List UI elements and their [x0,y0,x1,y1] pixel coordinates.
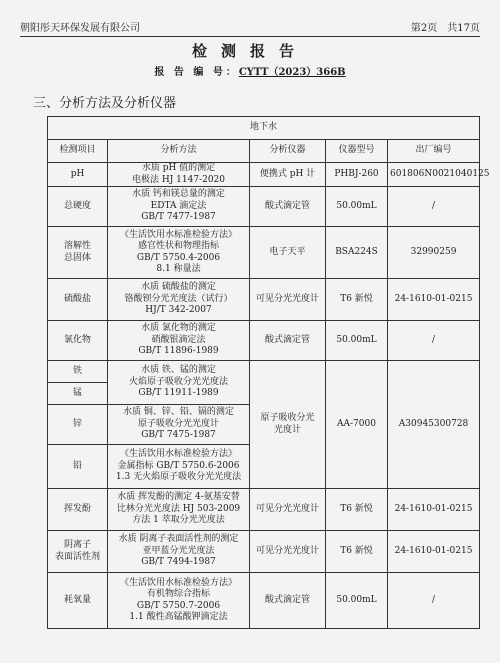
cell-model: T6 新悦 [326,531,388,573]
table-row [48,163,480,187]
company-name: 朝阳彤天环保发展有限公司 [20,23,140,34]
cell-serial: / [388,573,480,629]
cell-method: 水质 铜、锌、铅、镉的测定 原子吸收分光光度计 GB/T 7475-1987 [108,405,250,445]
table-row [48,489,480,531]
page-info: 第2页 共17页 [410,23,480,34]
header-item: 检测项目 [48,140,108,163]
cell-instrument: 便携式 pH 计 [250,163,326,187]
cell-method: 《生活饮用水标准检验方法》 有机物综合指标 GB/T 5750.7-2006 1.1 酸性高锰酸钾滴定法 [108,573,250,629]
cell-method: 水质 挥发酚的测定 4-氨基安替 比林分光光度法 HJ 503-2009 方法 1 萃取分光光度法 [108,489,250,531]
cell-instrument: 酸式滴定管 [250,573,326,629]
cell-item: 氯化物 [48,321,108,361]
cell-item: 铁 [48,361,108,383]
table-row [48,321,480,361]
cell-method: 水质 阴离子表面活性剂的测定 亚甲蓝分光光度法 GB/T 7494-1987 [108,531,250,573]
cell-instrument: 可见分光光度计 [250,489,326,531]
header-serial: 出厂编号 [388,140,480,163]
cell-method: 《生活饮用水标准检验方法》 感官性状和物理指标 GB/T 5750.4-2006 8.1 称量法 [108,227,250,279]
table-group-title: 地下水 [48,117,480,140]
cell-instrument: 可见分光光度计 [250,279,326,321]
report-number-label: 报 告 编 号： [154,67,239,78]
header-model: 仪器型号 [326,140,388,163]
table-row [48,279,480,321]
cell-item: pH [48,163,108,187]
cell-method: 水质 pH 值的测定 电极法 HJ 1147-2020 [108,163,250,187]
section-title: 三、分析方法及分析仪器 [33,96,177,111]
cell-instrument: 电子天平 [250,227,326,279]
cell-instrument: 原子吸收分光 光度计 [250,361,326,489]
cell-model: T6 新悦 [326,489,388,531]
cell-item: 溶解性 总固体 [48,227,108,279]
header-instrument: 分析仪器 [250,140,326,163]
analysis-methods-table [47,116,490,629]
report-title: 检测报告 [191,42,308,60]
header-method: 分析方法 [108,140,250,163]
cell-item: 耗氧量 [48,573,108,629]
cell-serial: A30945300728 [388,361,480,489]
report-number-value: CYTT（2023）366B [238,67,346,78]
cell-serial: 32990259 [388,227,480,279]
table-row [48,531,480,573]
report-number [0,63,500,78]
cell-serial: 24-1610-01-0215 [388,531,480,573]
cell-item: 锌 [48,405,108,445]
cell-method: 水质 铁、锰的测定 火焰原子吸收分光光度法 GB/T 11911-1989 [108,361,250,405]
cell-model: AA-7000 [326,361,388,489]
cell-serial: 24-1610-01-0215 [388,489,480,531]
cell-model: T6 新悦 [326,279,388,321]
cell-serial: / [388,321,480,361]
cell-item: 挥发酚 [48,489,108,531]
cell-method: 水质 氯化物的测定 硝酸银滴定法 GB/T 11896-1989 [108,321,250,361]
cell-item: 阴离子 表面活性剂 [48,531,108,573]
cell-method: 水质 硫酸盐的测定 铬酸钡分光光度法（试行） HJ/T 342-2007 [108,279,250,321]
table-row [48,573,480,629]
cell-model: 50.00mL [326,187,388,227]
cell-instrument: 酸式滴定管 [250,321,326,361]
cell-model: BSA224S [326,227,388,279]
cell-instrument: 可见分光光度计 [250,531,326,573]
cell-item: 硫酸盐 [48,279,108,321]
cell-method: 水质 钙和镁总量的测定 EDTA 滴定法 GB/T 7477-1987 [108,187,250,227]
cell-instrument: 酸式滴定管 [250,187,326,227]
cell-model: 50.00mL [326,573,388,629]
table-row [48,187,480,227]
cell-model: 50.00mL [326,321,388,361]
cell-item: 铅 [48,445,108,489]
cell-serial: 601806N0021040125 [388,163,480,187]
cell-item: 锰 [48,383,108,405]
table-row [48,361,480,383]
cell-model: PHBJ-260 [326,163,388,187]
cell-item: 总硬度 [48,187,108,227]
cell-method: 《生活饮用水标准检验方法》 金属指标 GB/T 5750.6-2006 1.3 无火焰原子吸收分光光度法 [108,445,250,489]
cell-serial: / [388,187,480,227]
page-header [20,22,480,37]
cell-serial: 24-1610-01-0215 [388,279,480,321]
table-row [48,227,480,279]
